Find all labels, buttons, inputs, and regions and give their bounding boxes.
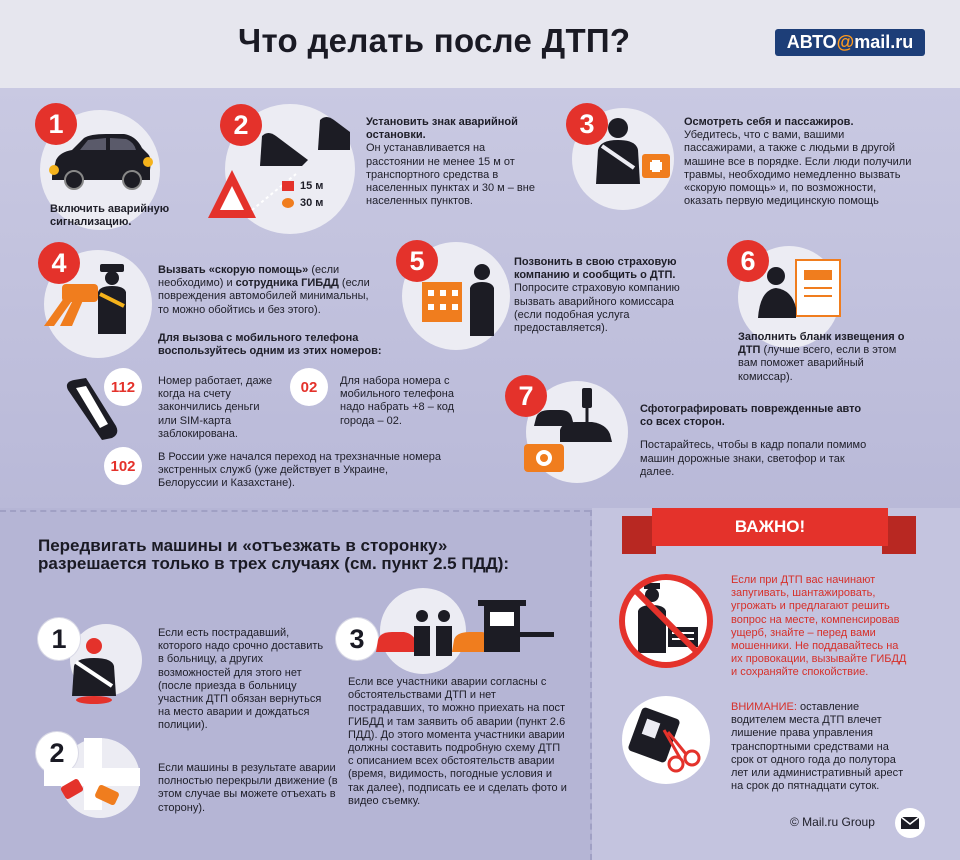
warning-text: Если при ДТП вас начинают запугивать, шантажировать, угрожать и предлагают решить вопрос на месте, компенсировав ущерб, знайте – перед вами мошенники. Не поддавайтесь на их провокации, вызывайте ГИБДД и сохраняйте спокойствие. bbox=[731, 574, 907, 679]
warning-triangle-icon bbox=[200, 114, 350, 229]
form-fill-icon bbox=[756, 258, 846, 322]
camera-icon bbox=[520, 386, 616, 474]
step-4-text: Вызвать «скорую помощь» (если необходимо) и сотрудника ГИБДД (если повреждения автомобилей минимальны, то можно обойтись и без этого). bbox=[158, 264, 370, 316]
section-divider bbox=[0, 510, 590, 512]
important-ribbon: ВАЖНО! bbox=[652, 508, 888, 546]
important-panel bbox=[592, 508, 960, 860]
license-cut-icon bbox=[620, 694, 712, 786]
step-3-text: Осмотреть себя и пассажиров. Убедитесь, что с вами, вашими пассажирами, а также с людьми в другой машине все в порядке. Если люди получили травмы, необходимо немедленно вызвать «скорую помощь» и, по возможности, оказать первую медицинскую помощь bbox=[684, 116, 912, 208]
car-hazard-icon bbox=[46, 130, 154, 194]
step-3-number: 3 bbox=[566, 103, 608, 145]
tree-icon bbox=[282, 198, 294, 208]
case-1-number: 1 bbox=[38, 618, 80, 660]
copyright: © Mail.ru Group bbox=[790, 815, 875, 829]
phone-102-text: В России уже начался переход на трехзначные номера экстренных служб (уже действует в Украине, Белоруссии и Казахстане). bbox=[158, 451, 442, 490]
attention-text: ВНИМАНИЕ: оставление водителем места ДТП влечет лишение права управления транспортными средствами на срок от одного года до полутора лет или административный арест на срок до пятнадцати суток. bbox=[731, 701, 904, 793]
police-officer-icon bbox=[40, 262, 136, 334]
avto-mail-logo[interactable]: АВТО @ mail.ru bbox=[775, 29, 925, 56]
crossroad-collision-icon bbox=[44, 738, 140, 810]
case-3-text: Если все участники аварии согласны с обстоятельствами ДТП и нет пострадавших, то можно приехать на пост ГИБДД и там заявить об аварии (пункт 2.6 ПДД). До этого момента участники аварии должны составить подробную схему ДТП с описанием всех обстоятельств аварии (время, видимость, погодные условия и так далее), подписать ее и сделать фото и видео съемку. bbox=[348, 676, 567, 807]
step-5-number: 5 bbox=[396, 240, 438, 282]
step-2-number: 2 bbox=[220, 104, 262, 146]
case-2-text: Если машины в результате аварии полностью перекрыли движение (в этом случае вы можете отъехать в сторону). bbox=[158, 762, 338, 814]
envelope-icon[interactable] bbox=[895, 808, 925, 838]
phone-number-112[interactable]: 112 bbox=[104, 368, 142, 406]
police-post-icon bbox=[374, 596, 554, 660]
phone-number-102[interactable]: 102 bbox=[104, 447, 142, 485]
injured-person-icon bbox=[588, 116, 676, 186]
city-icon bbox=[282, 181, 294, 191]
no-bribe-icon bbox=[616, 571, 716, 671]
phone-112-text: Номер работает, даже когда на счету закончились деньги или SIM-карта заблокирована. bbox=[158, 375, 273, 440]
distance-30m: 30 м bbox=[300, 197, 324, 209]
phone-number-02[interactable]: 02 bbox=[290, 368, 328, 406]
phones-heading: Для вызова с мобильного телефона воспользуйтесь одним из этих номеров: bbox=[158, 332, 382, 358]
page-title: Что делать после ДТП? bbox=[238, 22, 631, 59]
step-6-text: Заполнить бланк извещения о ДТП (лучше всего, если в этом вам поможет аварийный комиссар). bbox=[738, 331, 905, 383]
phone-02-text: Для набора номера с мобильного телефона надо набрать +8 – код города – 02. bbox=[340, 375, 455, 427]
step-4-number: 4 bbox=[38, 242, 80, 284]
case-3-number: 3 bbox=[336, 618, 378, 660]
step-1-number: 1 bbox=[35, 103, 77, 145]
step-6-number: 6 bbox=[727, 240, 769, 282]
insurance-agent-icon bbox=[418, 262, 506, 336]
step-7-number: 7 bbox=[505, 375, 547, 417]
envelope-glyph-icon bbox=[900, 816, 920, 830]
case-2-number: 2 bbox=[36, 732, 78, 774]
step-5-text: Позвонить в свою страховую компанию и сообщить о ДТП. Попросите страховую компанию вызвать аварийного комиссара (если подобная услуга предоставляется). bbox=[514, 256, 680, 335]
case-1-text: Если есть пострадавший, которого надо срочно доставить в больницу, а других возможностей для этого нет (после приезда в больницу участник ДТП обязан вернуться на место аварии и дождаться полиции). bbox=[158, 627, 324, 732]
section-divider-vertical bbox=[590, 510, 592, 860]
distance-15m: 15 м bbox=[300, 180, 324, 192]
ribbon-tail-left bbox=[622, 516, 656, 554]
injured-passenger-icon bbox=[68, 636, 124, 704]
step-1-text: Включить аварийную сигнализацию. bbox=[50, 203, 170, 229]
moving-heading: Передвигать машины и «отъезжать в сторонку» разрешается только в трех случаях (см. пункт 2.5 ПДД): bbox=[38, 536, 510, 573]
step-7-text: Сфотографировать поврежденные авто со всех сторон. Постарайтесь, чтобы в кадр попали помимо машин дорожные знаки, светофор и так далее. bbox=[640, 403, 867, 478]
step-2-text: Установить знак аварийной остановки. Он устанавливается на расстоянии не менее 15 м от транспортного средства в населенных пунктах и 30 м – вне населенных пунктов. bbox=[366, 116, 535, 208]
